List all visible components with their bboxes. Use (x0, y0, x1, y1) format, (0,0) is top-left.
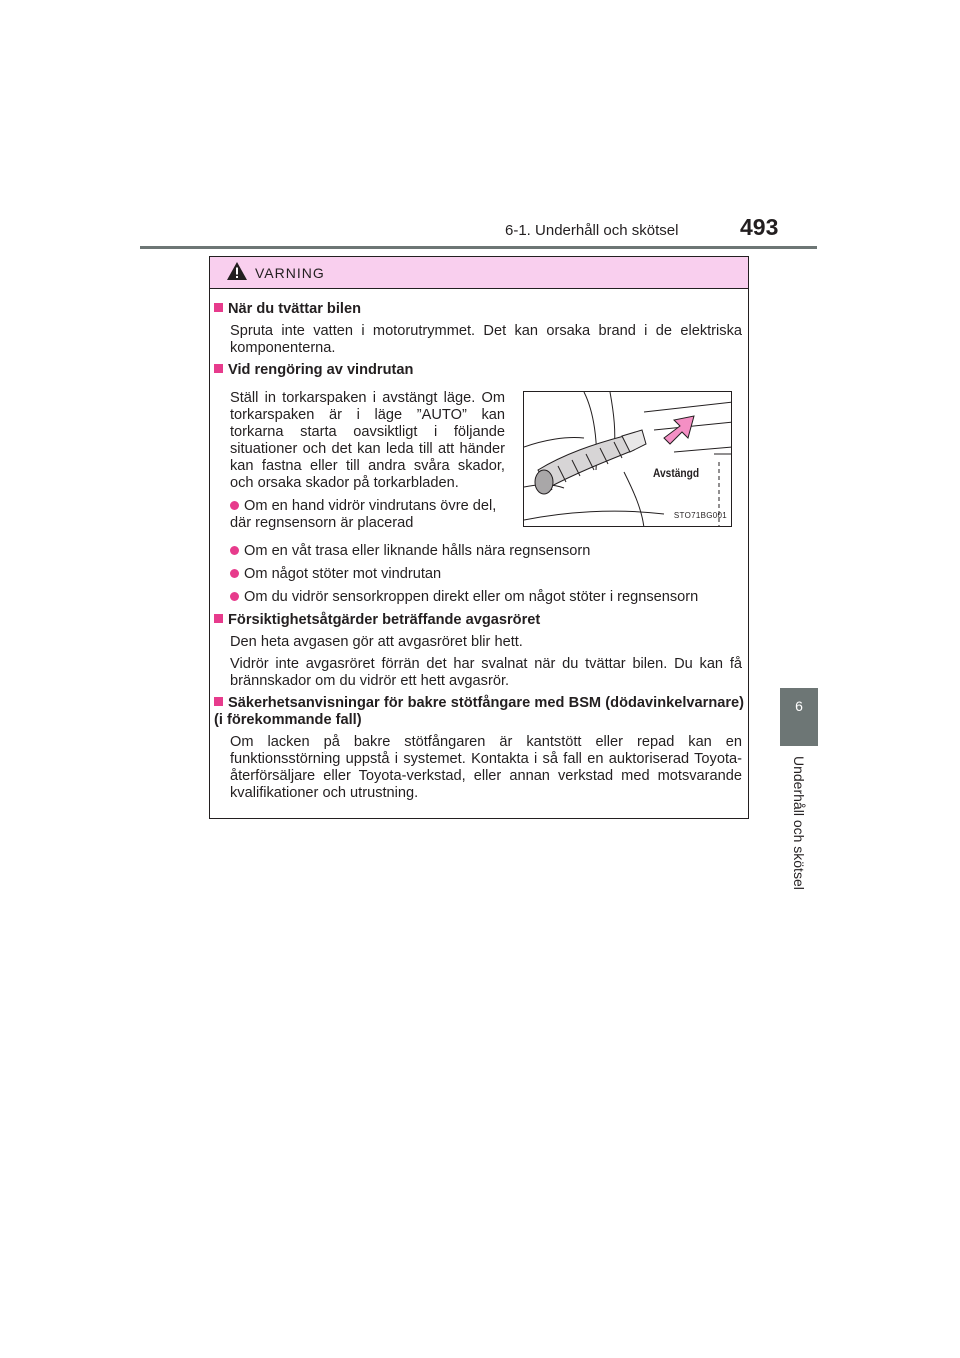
square-bullet-icon (214, 697, 223, 706)
section-heading (214, 362, 413, 379)
list-item (230, 566, 742, 583)
square-bullet-icon (214, 303, 223, 312)
section-text: Spruta inte vatten i motorutrymmet. Det kan orsaka brand i de elektriska komponenterna. (230, 323, 742, 356)
warning-content (210, 257, 748, 818)
square-bullet-icon (214, 614, 223, 623)
chapter-tab-number: 6 (795, 698, 803, 714)
section-text: Vidrör inte avgasröret förrän det har svalnat när du tvättar bilen. Du kan få brännskador om du vidrör ett hett avgasrör. (230, 656, 742, 689)
wiper-lever-illustration (523, 391, 732, 527)
page-number: 493 (740, 214, 779, 240)
chapter-tab (780, 688, 818, 746)
list-item (230, 543, 742, 560)
list-item (230, 498, 506, 532)
section-heading-text: När du tvättar bilen (228, 301, 361, 317)
section-heading (214, 301, 361, 318)
header-rule (140, 246, 817, 249)
list-item (230, 589, 742, 606)
section-text: Den heta avgasen gör att avgasröret blir hett. (230, 634, 523, 650)
header-section-title: 6-1. Underhåll och skötsel (505, 222, 679, 239)
section-heading-text: Vid rengöring av vindrutan (228, 362, 414, 378)
section-heading-text: Säkerhetsanvisningar för bakre stötfångare med BSM (dödavinkelvarnare) (i förekommande fall) (214, 695, 744, 728)
section-heading (214, 612, 540, 629)
list-item-text: Om en hand vidrör vindrutans övre del, där regnsensorn är placerad (230, 498, 497, 531)
round-bullet-icon (230, 569, 239, 578)
list-item-text: Om en våt trasa eller liknande hålls nära regnsensorn (244, 543, 591, 559)
section-heading-text: Försiktighetsåtgärder beträffande avgasröret (228, 612, 541, 628)
square-bullet-icon (214, 364, 223, 373)
list-item-text: Om du vidrör sensorkroppen direkt eller om något stöter i regnsensorn (244, 589, 699, 605)
warning-box (209, 256, 749, 819)
section-heading (214, 695, 744, 729)
figure-label-off: Avstängd (653, 466, 700, 480)
round-bullet-icon (230, 501, 239, 510)
section-text: Om lacken på bakre stötfångaren är kantstött eller repad kan en funktionsstörning uppstå i systemet. Kontakta i så fall en auktoriserad Toyota-återförsäljare eller Toyota-verkstad, eller annan verkstad med motsvarande kvalifikationer och utrustning. (230, 734, 742, 801)
round-bullet-icon (230, 546, 239, 555)
section-text: Ställ in torkarspaken i avstängt läge. Om torkarspaken är i läge ”AUTO” kan torkarna starta oavsiktligt i följande situationer och det kan leda till att händer kan fastna eller till andra svåra skador, och orsaka skador på torkarbladen. (230, 390, 505, 491)
figure-code: STO71BG001 (673, 511, 727, 520)
chapter-tab-label: Underhåll och skötsel (791, 756, 807, 890)
list-item-text: Om något stöter mot vindrutan (244, 566, 442, 582)
round-bullet-icon (230, 592, 239, 601)
warning-title: VARNING (255, 265, 325, 281)
